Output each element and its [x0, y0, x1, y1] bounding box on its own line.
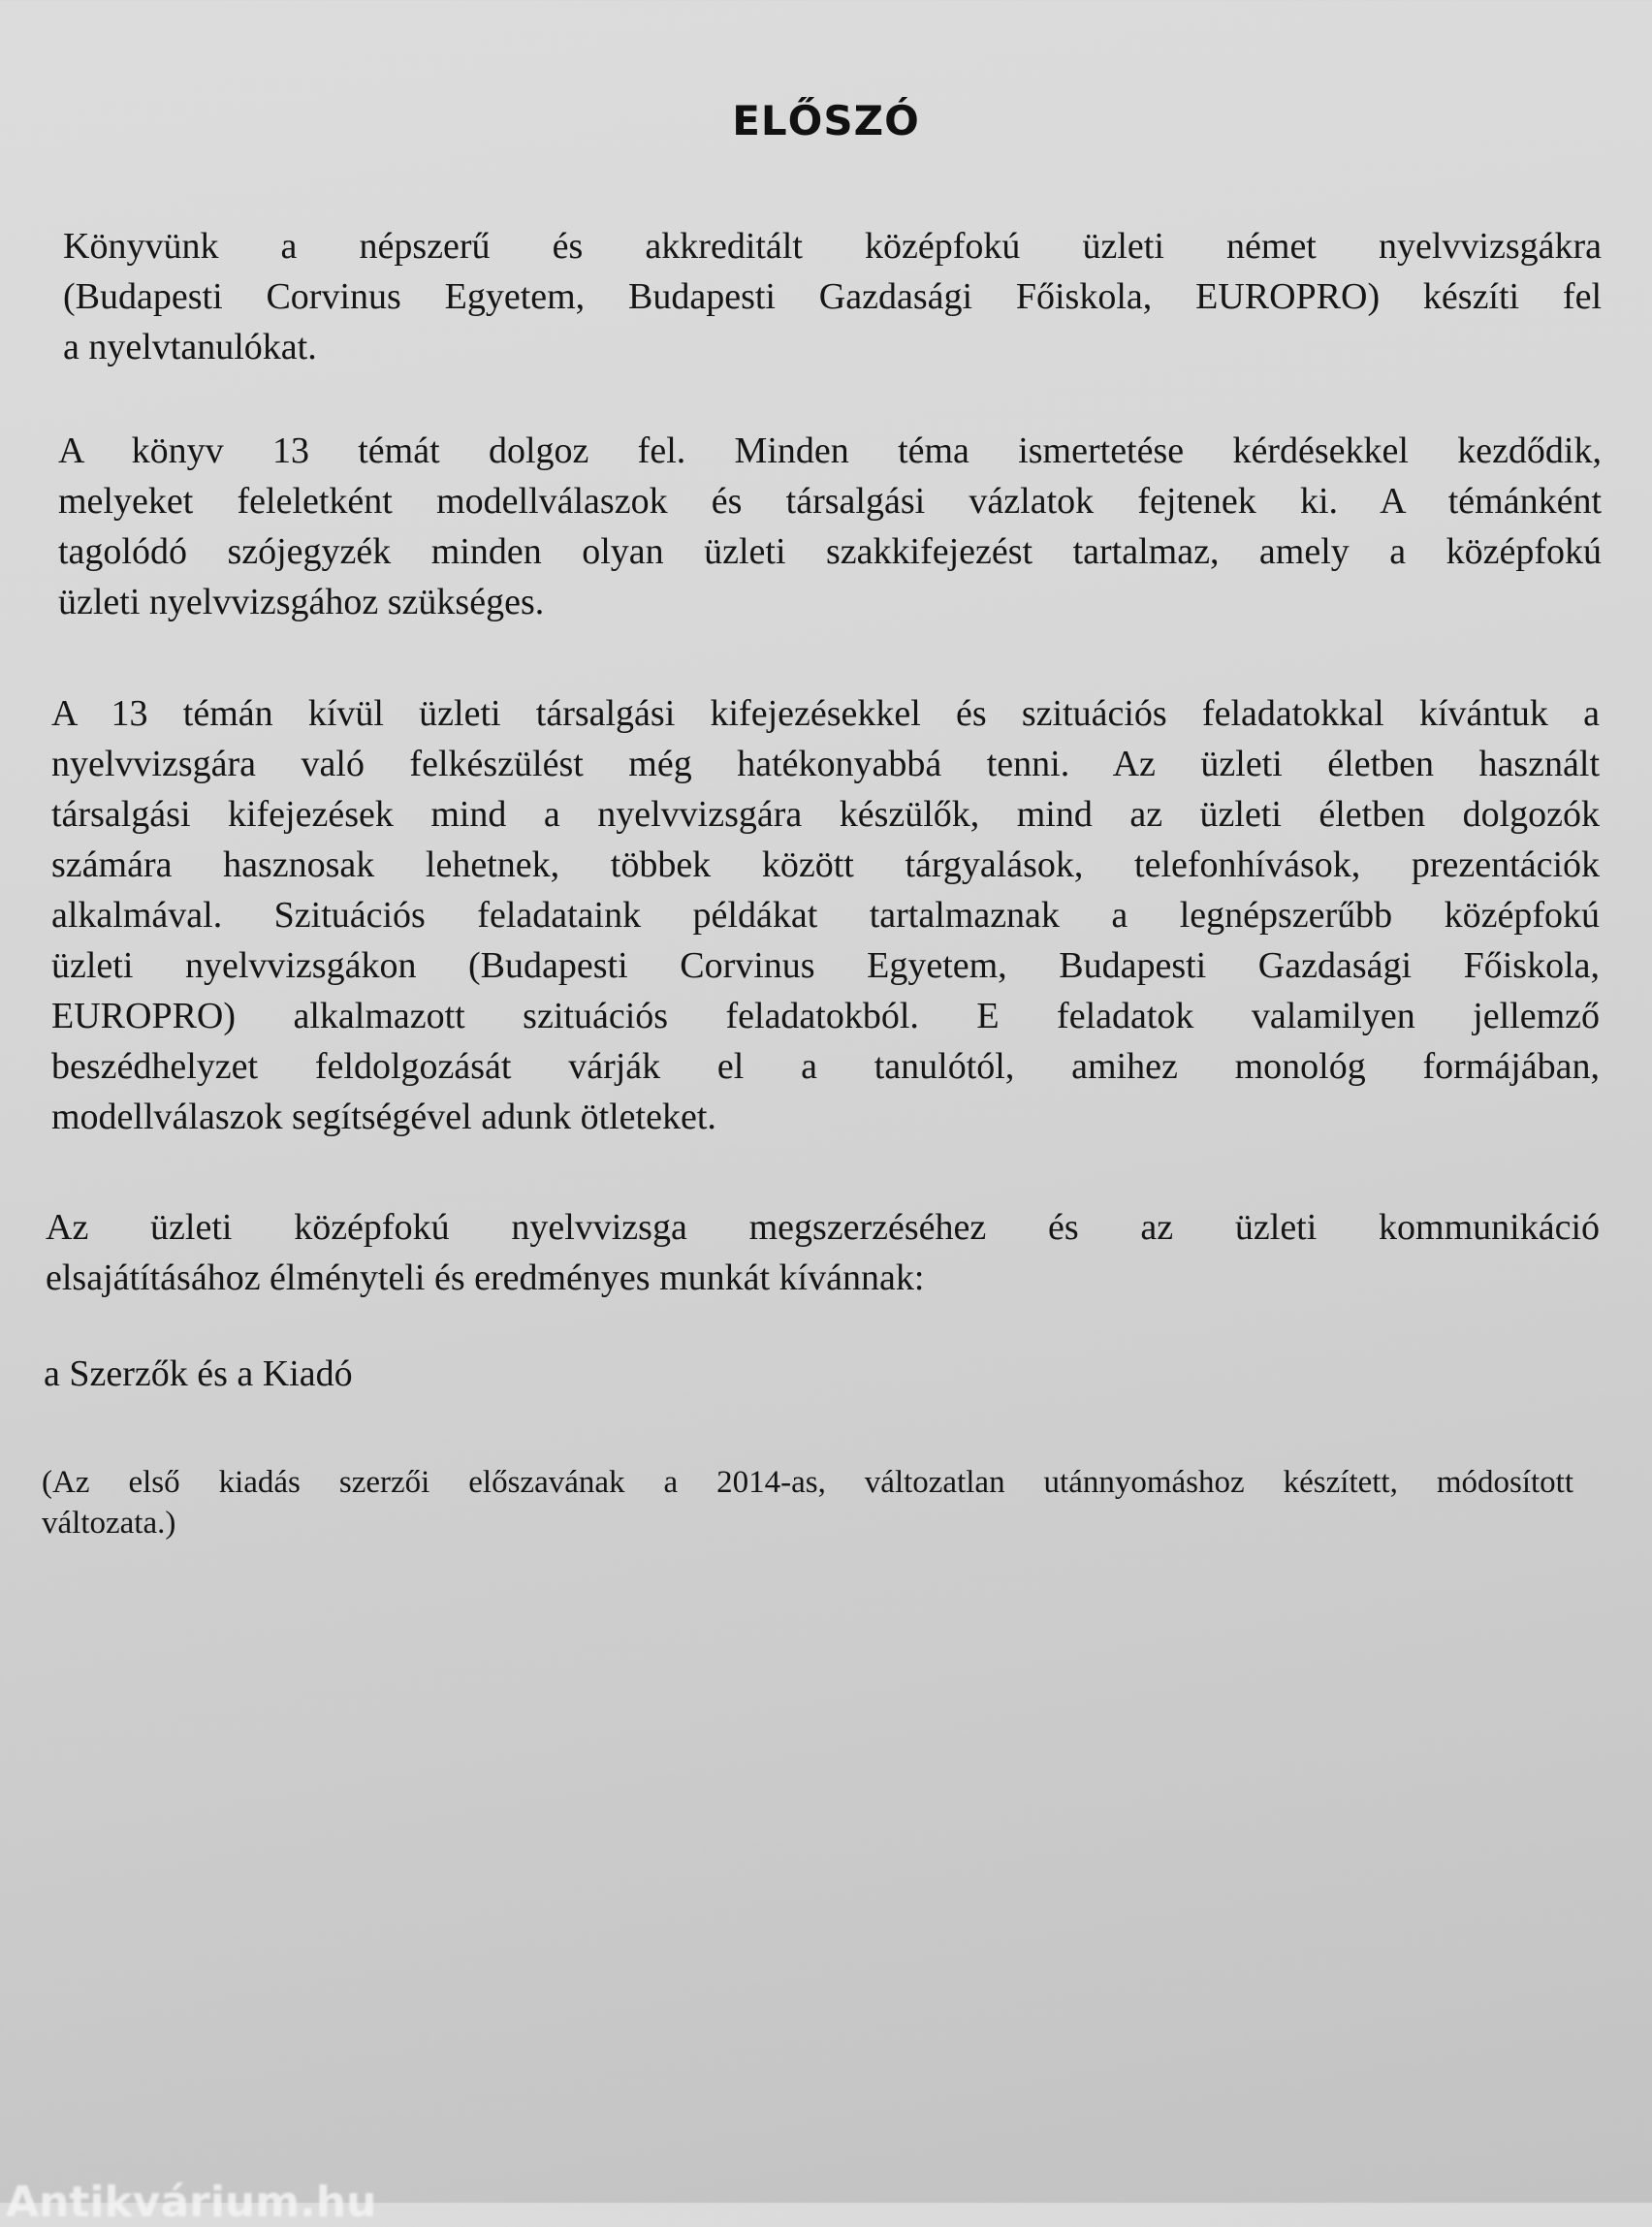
note-line: (Az első kiadás szerzői előszavának a 2014-as, változatlan utánnyomáshoz készített, módosított — [42, 1465, 1573, 1500]
text-line: a nyelvtanulókat. — [63, 327, 317, 367]
text-line: A 13 témán kívül üzleti társalgási kifejezésekkel és szituációs feladatokkal kívántuk a — [51, 693, 1600, 734]
text-line: alkalmával. Szituációs feladataink példákat tartalmaznak a legnépszerűbb középfokú — [51, 895, 1600, 936]
text-line: melyeket feleletként modellválaszok és társalgási vázlatok fejtenek ki. A témánként — [58, 481, 1602, 522]
paragraph-situations — [51, 688, 1600, 1142]
text-line: beszédhelyzet feldolgozását várják el a tanulótól, amihez monológ formájában, — [51, 1046, 1600, 1087]
paragraph-intro — [63, 221, 1602, 372]
text-line: üzleti nyelvvizsgákon (Budapesti Corvinus Egyetem, Budapesti Gazdasági Főiskola, — [51, 945, 1600, 986]
note-line: változata.) — [42, 1506, 176, 1541]
text-line: nyelvvizsgára való felkészülést még hatékonyabbá tenni. Az üzleti életben használt — [51, 744, 1600, 784]
text-line: EUROPRO) alkalmazott szituációs feladatokból. E feladatok valamilyen jellemző — [51, 996, 1600, 1036]
text-line: számára hasznosak lehetnek, többek között tárgyalások, telefonhívások, prezentációk — [51, 844, 1600, 885]
text-line: üzleti nyelvvizsgához szükséges. — [58, 582, 545, 622]
text-line: társalgási kifejezések mind a nyelvvizsgára készülők, mind az üzleti életben dolgozók — [51, 794, 1600, 835]
text-line: tagolódó szójegyzék minden olyan üzleti szakkifejezést tartalmaz, amely a középfokú — [58, 531, 1602, 572]
page-title: ELŐSZÓ — [732, 97, 920, 144]
text-line: (Budapesti Corvinus Egyetem, Budapesti Gazdasági Főiskola, EUROPRO) készíti fel — [63, 276, 1602, 317]
watermark: Antikvárium.hu — [6, 2178, 377, 2227]
text-line: Könyvünk a népszerű és akkreditált középfokú üzleti német nyelvvizsgákra — [63, 226, 1602, 267]
text-line: modellválaszok segítségével adunk ötleteket. — [51, 1097, 716, 1137]
text-line: Az üzleti középfokú nyelvvizsga megszerzéséhez és az üzleti kommunikáció — [46, 1207, 1600, 1248]
paragraph-wishes — [46, 1202, 1600, 1303]
paragraph-topics — [58, 426, 1602, 627]
signature — [44, 1349, 353, 1399]
signature-text: a Szerzők és a Kiadó — [44, 1353, 353, 1394]
text-line: elsajátításához élményteli és eredményes munkát kívánnak: — [46, 1257, 925, 1298]
edition-note — [42, 1462, 1573, 1543]
text-line: A könyv 13 témát dolgoz fel. Minden téma ismertetése kérdésekkel kezdődik, — [58, 430, 1602, 471]
